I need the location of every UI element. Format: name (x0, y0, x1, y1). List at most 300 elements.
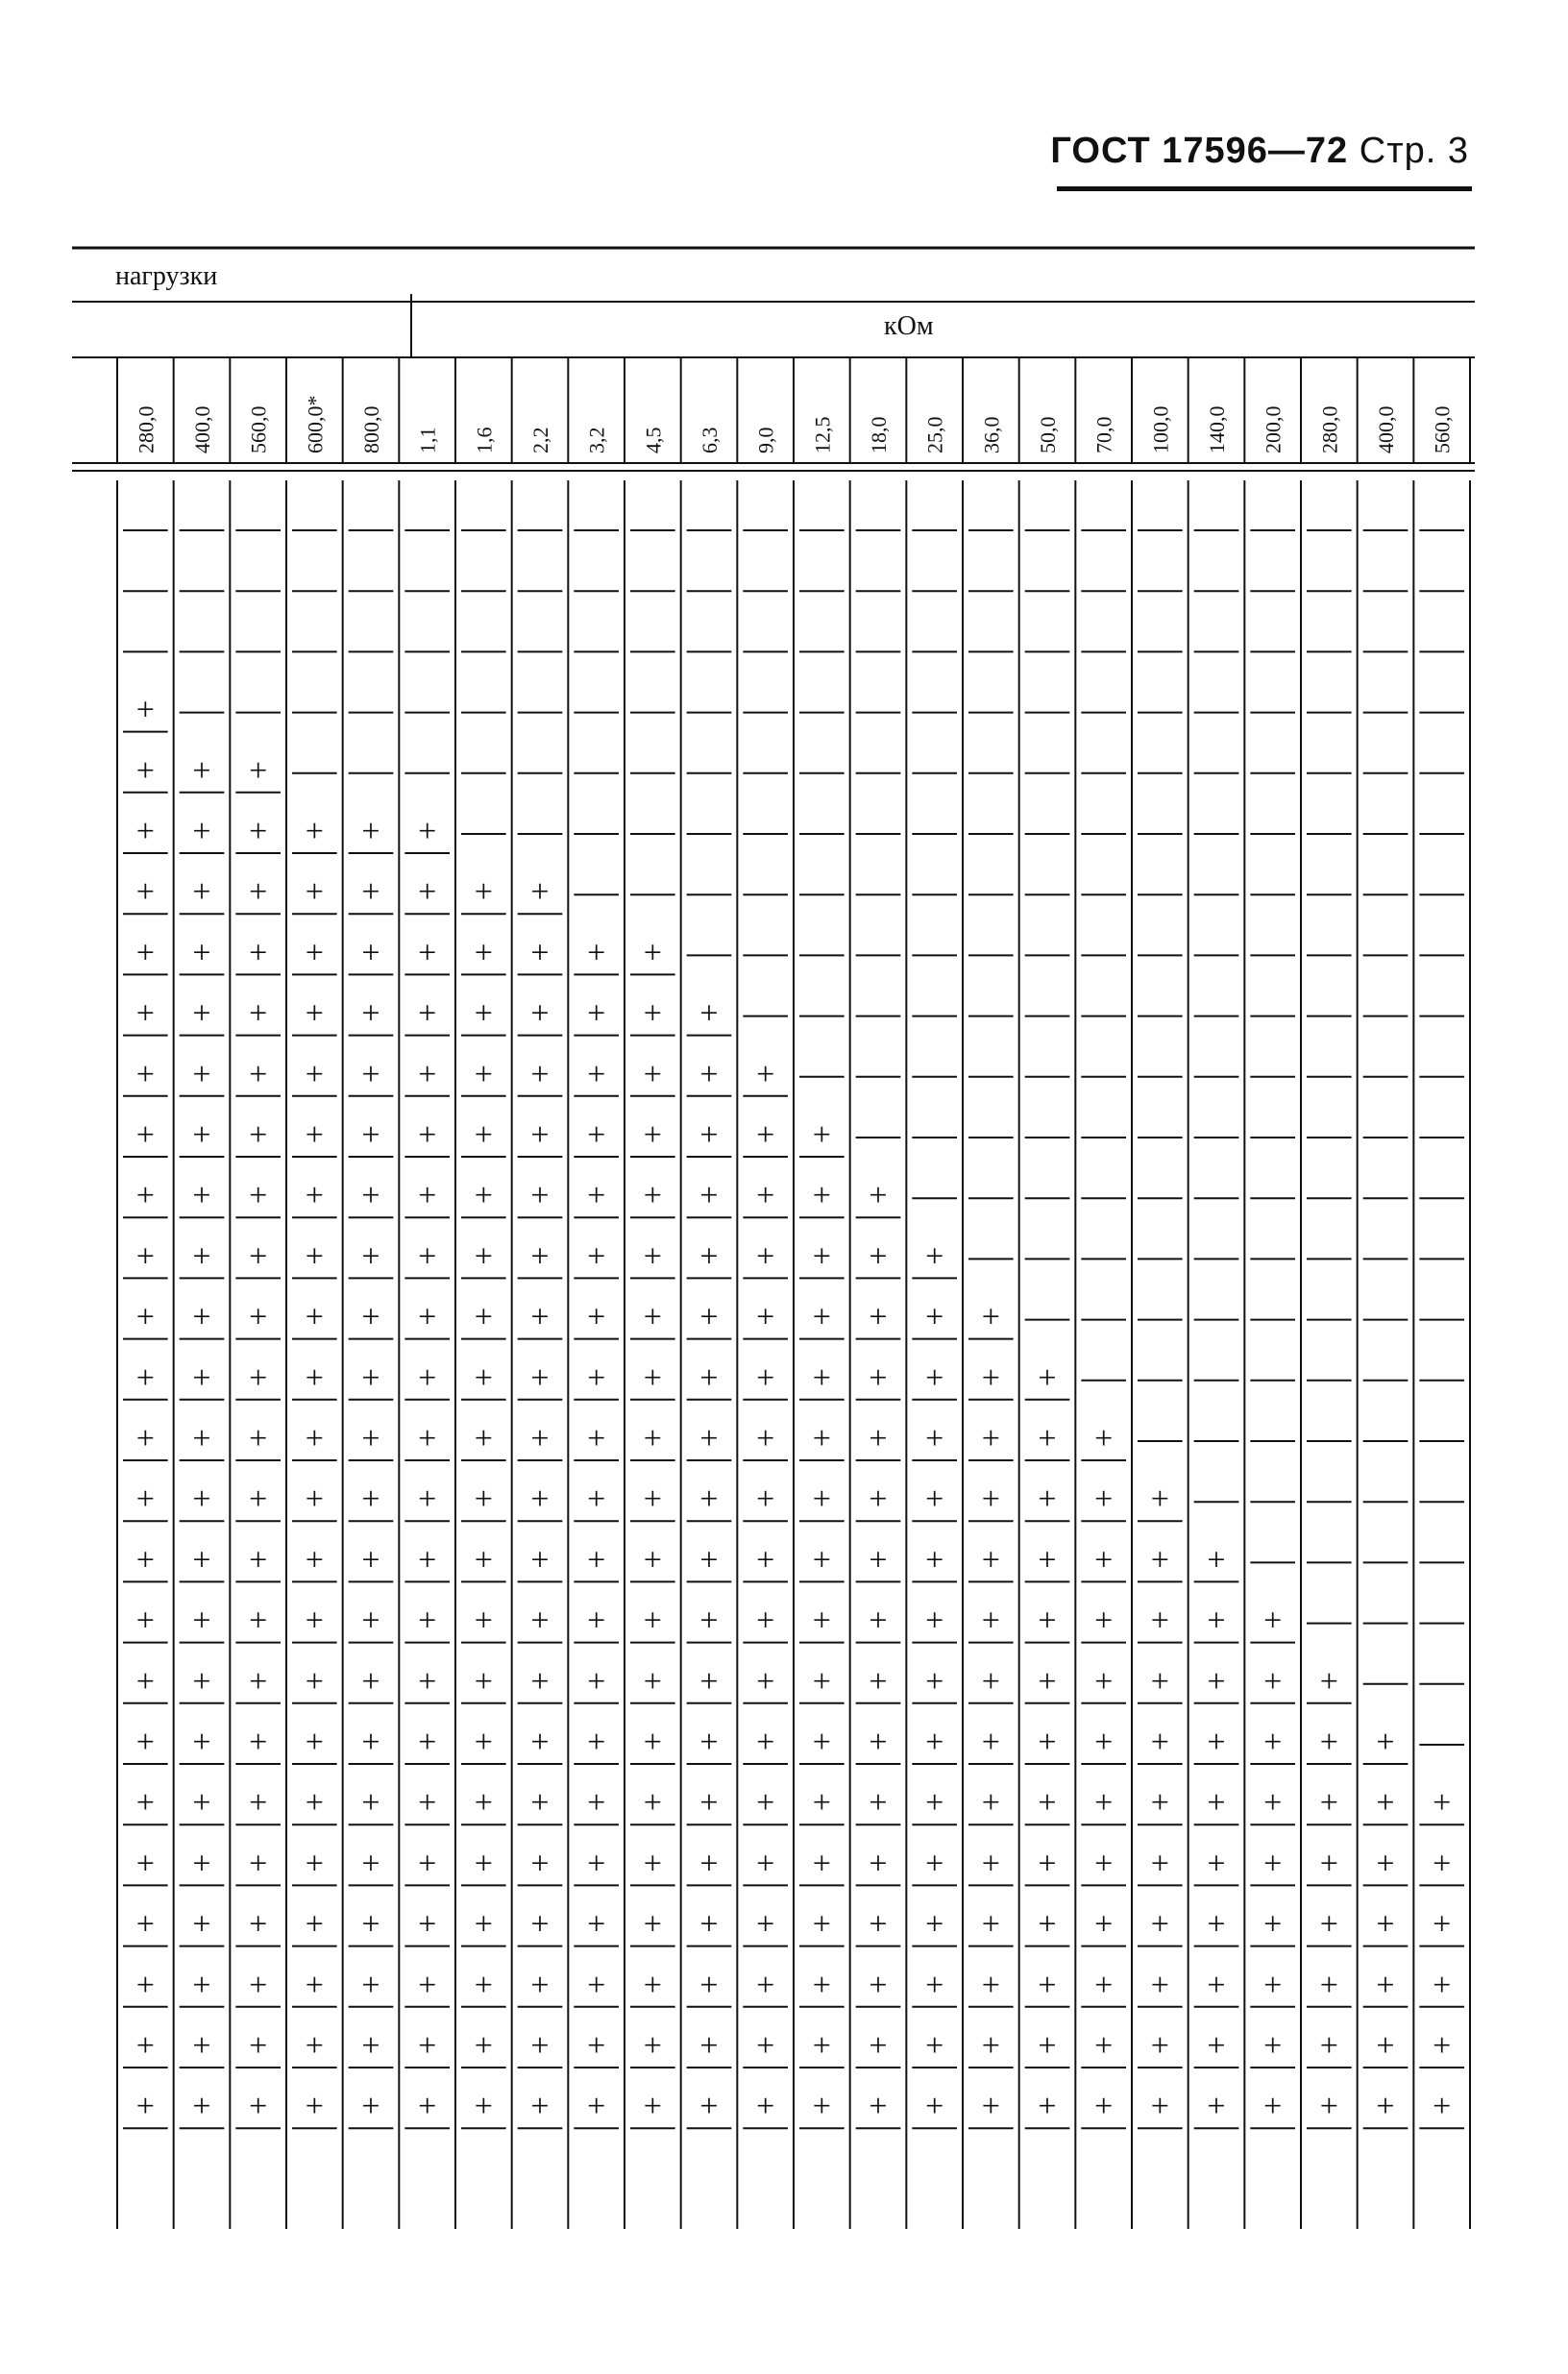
cell-plus: + (699, 1846, 719, 1882)
cell-plus: + (474, 1481, 493, 1518)
cell-plus: + (869, 1967, 888, 2003)
cell-plus: + (361, 2089, 380, 2125)
cell-plus: + (925, 1906, 944, 1943)
cell-plus: + (192, 1238, 211, 1275)
cell-plus: + (756, 1056, 775, 1092)
cell-plus: + (756, 1481, 775, 1518)
cell-plus: + (1433, 1785, 1452, 1822)
cell-plus: + (1263, 2089, 1283, 2125)
cell-plus: + (249, 1238, 268, 1275)
column-header: 280,0 (1317, 405, 1342, 453)
cell-plus: + (135, 1178, 155, 1214)
cell-plus: + (418, 814, 437, 849)
cell-plus: + (812, 1785, 831, 1822)
cell-plus: + (418, 1846, 437, 1882)
cell-plus: + (418, 2089, 437, 2125)
cell-plus: + (1376, 1725, 1395, 1760)
column-header: 6,3 (698, 427, 722, 453)
cell-plus: + (699, 1056, 719, 1092)
column-header: 25,0 (922, 416, 947, 453)
cell-plus: + (1038, 1603, 1057, 1639)
column-header: 600,0* (303, 395, 328, 453)
cell-plus: + (756, 1542, 775, 1579)
cell-plus: + (643, 935, 662, 971)
cell-plus: + (135, 1359, 155, 1396)
cell-plus: + (981, 1663, 1000, 1700)
table-caption: нагрузки (115, 261, 218, 291)
cell-plus: + (474, 1967, 493, 2003)
cell-plus: + (305, 1299, 324, 1335)
cell-plus: + (249, 814, 268, 849)
cell-plus: + (587, 1117, 606, 1153)
cell-plus: + (643, 1178, 662, 1214)
cell-plus: + (1038, 1725, 1057, 1760)
cell-plus: + (192, 1056, 211, 1092)
cell-plus: + (1150, 1603, 1169, 1639)
cell-plus: + (192, 752, 211, 789)
cell-plus: + (249, 1421, 268, 1456)
cell-plus: + (1038, 2089, 1057, 2125)
cell-plus: + (1207, 2028, 1226, 2064)
cell-plus: + (418, 1359, 437, 1396)
cell-plus: + (643, 1785, 662, 1822)
cell-plus: + (249, 935, 268, 971)
cell-plus: + (756, 1421, 775, 1456)
cell-plus: + (474, 1238, 493, 1275)
cell-plus: + (699, 1785, 719, 1822)
cell-plus: + (305, 1481, 324, 1518)
cell-plus: + (1433, 2089, 1452, 2125)
cell-plus: + (361, 1725, 380, 1760)
cell-plus: + (530, 1967, 550, 2003)
cell-plus: + (643, 2028, 662, 2064)
cell-plus: + (643, 995, 662, 1032)
cell-plus: + (812, 1725, 831, 1760)
cell-plus: + (418, 1299, 437, 1335)
cell-plus: + (135, 995, 155, 1032)
column-header: 560,0 (1430, 405, 1455, 453)
cell-plus: + (1094, 1906, 1114, 1943)
cell-plus: + (756, 1359, 775, 1396)
cell-plus: + (1376, 1846, 1395, 1882)
cell-plus: + (1150, 2089, 1169, 2125)
cell-plus: + (1376, 1967, 1395, 2003)
cell-plus: + (587, 1603, 606, 1639)
cell-plus: + (192, 1359, 211, 1396)
cell-plus: + (756, 1299, 775, 1335)
cell-plus: + (812, 1481, 831, 1518)
cell-plus: + (699, 1725, 719, 1760)
cell-plus: + (699, 1359, 719, 1396)
cell-plus: + (1094, 1542, 1114, 1579)
cell-plus: + (361, 814, 380, 849)
cell-plus: + (699, 1117, 719, 1153)
cell-plus: + (361, 1421, 380, 1456)
cell-plus: + (418, 1603, 437, 1639)
cell-plus: + (587, 1846, 606, 1882)
cell-plus: + (1038, 1359, 1057, 1396)
cell-plus: + (305, 1725, 324, 1760)
cell-plus: + (192, 1725, 211, 1760)
cell-plus: + (1150, 2028, 1169, 2064)
cell-plus: + (925, 1603, 944, 1639)
cell-plus: + (305, 935, 324, 971)
cell-plus: + (643, 1359, 662, 1396)
cell-plus: + (587, 1056, 606, 1092)
cell-plus: + (869, 1178, 888, 1214)
cell-plus: + (1038, 1967, 1057, 2003)
cell-plus: + (699, 1663, 719, 1700)
cell-plus: + (643, 1481, 662, 1518)
cell-plus: + (192, 1178, 211, 1214)
cell-plus: + (812, 1846, 831, 1882)
cell-plus: + (869, 1542, 888, 1579)
cell-plus: + (587, 1238, 606, 1275)
cell-plus: + (981, 1967, 1000, 2003)
cell-plus: + (869, 1603, 888, 1639)
cell-plus: + (925, 1299, 944, 1335)
cell-plus: + (361, 1299, 380, 1335)
cell-plus: + (643, 1299, 662, 1335)
cell-plus: + (1038, 1481, 1057, 1518)
cell-plus: + (530, 1481, 550, 1518)
cell-plus: + (869, 1359, 888, 1396)
cell-plus: + (361, 1906, 380, 1943)
cell-plus: + (1094, 2089, 1114, 2125)
cell-plus: + (474, 1603, 493, 1639)
cell-plus: + (249, 2089, 268, 2125)
cell-plus: + (249, 752, 268, 789)
cell-plus: + (361, 1542, 380, 1579)
cell-plus: + (305, 1906, 324, 1943)
cell-plus: + (1263, 2028, 1283, 2064)
column-header: 1,6 (472, 427, 497, 453)
cell-plus: + (474, 1663, 493, 1700)
cell-plus: + (756, 2028, 775, 2064)
cell-plus: + (812, 2089, 831, 2125)
cell-plus: + (1433, 1906, 1452, 1943)
cell-plus: + (925, 1481, 944, 1518)
cell-plus: + (192, 1785, 211, 1822)
cell-plus: + (474, 2089, 493, 2125)
cell-plus: + (869, 1481, 888, 1518)
cell-plus: + (925, 1663, 944, 1700)
cell-plus: + (1207, 1846, 1226, 1882)
cell-plus: + (530, 1603, 550, 1639)
cell-plus: + (192, 1663, 211, 1700)
cell-plus: + (530, 1785, 550, 1822)
cell-plus: + (869, 1421, 888, 1456)
cell-plus: + (418, 935, 437, 971)
cell-plus: + (643, 1542, 662, 1579)
cell-plus: + (1038, 1846, 1057, 1882)
cell-plus: + (1263, 1663, 1283, 1700)
cell-plus: + (530, 1421, 550, 1456)
cell-plus: + (1433, 1967, 1452, 2003)
cell-plus: + (756, 1785, 775, 1822)
cell-plus: + (643, 1725, 662, 1760)
cell-plus: + (1094, 1421, 1114, 1456)
cell-plus: + (1263, 1967, 1283, 2003)
cell-plus: + (699, 2089, 719, 2125)
cell-plus: + (1094, 1967, 1114, 2003)
cell-plus: + (812, 1299, 831, 1335)
column-header: 2,2 (528, 427, 552, 453)
cell-plus: + (135, 1299, 155, 1335)
cell-plus: + (474, 1178, 493, 1214)
cell-plus: + (305, 874, 324, 911)
cell-plus: + (305, 1056, 324, 1092)
cell-plus: + (756, 1725, 775, 1760)
cell-plus: + (981, 1481, 1000, 1518)
cell-plus: + (249, 995, 268, 1032)
cell-plus: + (135, 1603, 155, 1639)
cell-plus: + (1263, 1785, 1283, 1822)
cell-plus: + (1376, 2028, 1395, 2064)
cell-plus: + (249, 1725, 268, 1760)
cell-plus: + (361, 1967, 380, 2003)
cell-plus: + (925, 1785, 944, 1822)
cell-plus: + (361, 995, 380, 1032)
cell-plus: + (361, 874, 380, 911)
cell-plus: + (135, 752, 155, 789)
cell-plus: + (135, 1421, 155, 1456)
cell-plus: + (1038, 1542, 1057, 1579)
column-header: 9,0 (753, 427, 778, 453)
cell-plus: + (699, 1299, 719, 1335)
cell-plus: + (192, 814, 211, 849)
cell-plus: + (643, 1056, 662, 1092)
cell-plus: + (643, 1603, 662, 1639)
cell-plus: + (587, 935, 606, 971)
cell-plus: + (756, 1238, 775, 1275)
cell-plus: + (981, 1421, 1000, 1456)
cell-plus: + (361, 1117, 380, 1153)
cell-plus: + (812, 1542, 831, 1579)
cell-plus: + (530, 1725, 550, 1760)
cell-plus: + (135, 2089, 155, 2125)
cell-plus: + (1038, 1663, 1057, 1700)
cell-plus: + (643, 1663, 662, 1700)
cell-plus: + (418, 1542, 437, 1579)
cell-plus: + (305, 1421, 324, 1456)
cell-plus: + (135, 1542, 155, 1579)
cell-plus: + (925, 1421, 944, 1456)
cell-plus: + (135, 1117, 155, 1153)
cell-plus: + (925, 1542, 944, 1579)
cell-plus: + (305, 1117, 324, 1153)
cell-plus: + (1150, 1663, 1169, 1700)
cell-plus: + (530, 1117, 550, 1153)
cell-plus: + (530, 1238, 550, 1275)
cell-plus: + (1150, 1967, 1169, 2003)
cell-plus: + (812, 1603, 831, 1639)
cell-plus: + (812, 1238, 831, 1275)
cell-plus: + (474, 2028, 493, 2064)
cell-plus: + (587, 1178, 606, 1214)
cell-plus: + (1038, 1421, 1057, 1456)
cell-plus: + (699, 995, 719, 1032)
cell-plus: + (981, 1846, 1000, 1882)
cell-plus: + (135, 935, 155, 971)
cell-plus: + (418, 1481, 437, 1518)
cell-plus: + (699, 1967, 719, 2003)
cell-plus: + (756, 1906, 775, 1943)
cell-plus: + (869, 1846, 888, 1882)
cell-plus: + (699, 1906, 719, 1943)
cell-plus: + (361, 1785, 380, 1822)
cell-plus: + (192, 1421, 211, 1456)
cell-plus: + (135, 1967, 155, 2003)
column-header: 280,0 (134, 405, 159, 453)
cell-plus: + (1094, 1603, 1114, 1639)
cell-plus: + (587, 1906, 606, 1943)
cell-plus: + (1150, 1906, 1169, 1943)
cell-plus: + (812, 1421, 831, 1456)
cell-plus: + (1207, 1785, 1226, 1822)
cell-plus: + (1038, 1785, 1057, 1822)
cell-plus: + (981, 1785, 1000, 1822)
cell-plus: + (925, 1359, 944, 1396)
cell-plus: + (1263, 1603, 1283, 1639)
cell-plus: + (643, 2089, 662, 2125)
cell-plus: + (135, 1785, 155, 1822)
cell-plus: + (587, 995, 606, 1032)
cell-plus: + (869, 2089, 888, 2125)
cell-plus: + (249, 1359, 268, 1396)
cell-plus: + (418, 1906, 437, 1943)
cell-plus: + (192, 1603, 211, 1639)
cell-plus: + (643, 1238, 662, 1275)
cell-plus: + (361, 1238, 380, 1275)
cell-plus: + (249, 1117, 268, 1153)
cell-plus: + (530, 1359, 550, 1396)
cell-plus: + (587, 1421, 606, 1456)
cell-plus: + (418, 1725, 437, 1760)
column-header: 36,0 (979, 416, 1004, 453)
cell-plus: + (869, 1663, 888, 1700)
cell-plus: + (981, 1906, 1000, 1943)
cell-plus: + (135, 1725, 155, 1760)
cell-plus: + (530, 1299, 550, 1335)
cell-plus: + (249, 1846, 268, 1882)
cell-plus: + (1319, 2089, 1338, 2125)
cell-plus: + (249, 874, 268, 911)
cell-plus: + (1263, 1846, 1283, 1882)
cell-plus: + (305, 1785, 324, 1822)
cell-plus: + (361, 1178, 380, 1214)
cell-plus: + (1319, 1967, 1338, 2003)
cell-plus: + (1207, 1663, 1226, 1700)
cell-plus: + (869, 1785, 888, 1822)
cell-plus: + (1376, 2089, 1395, 2125)
cell-plus: + (1433, 1846, 1452, 1882)
column-header: 140,0 (1205, 405, 1229, 453)
cell-plus: + (249, 1906, 268, 1943)
cell-plus: + (249, 1542, 268, 1579)
cell-plus: + (587, 1299, 606, 1335)
cell-plus: + (474, 1056, 493, 1092)
cell-plus: + (756, 1967, 775, 2003)
cell-plus: + (135, 1663, 155, 1700)
cell-plus: + (981, 1603, 1000, 1639)
cell-plus: + (756, 2089, 775, 2125)
cell-plus: + (135, 1906, 155, 1943)
column-header: 1,1 (415, 427, 440, 453)
cell-plus: + (699, 1178, 719, 1214)
cell-plus: + (530, 1846, 550, 1882)
cell-plus: + (1150, 1785, 1169, 1822)
cell-plus: + (1263, 1906, 1283, 1943)
column-header: 4,5 (641, 427, 666, 453)
cell-plus: + (305, 1967, 324, 2003)
cell-plus: + (192, 1846, 211, 1882)
cell-plus: + (530, 1906, 550, 1943)
cell-plus: + (925, 1238, 944, 1275)
cell-plus: + (643, 1117, 662, 1153)
cell-plus: + (530, 1178, 550, 1214)
cell-plus: + (812, 1359, 831, 1396)
cell-plus: + (530, 2089, 550, 2125)
page-number: Стр. 3 (1359, 131, 1469, 171)
cell-plus: + (474, 1421, 493, 1456)
cell-plus: + (530, 935, 550, 971)
cell-plus: + (699, 1603, 719, 1639)
cell-plus: + (192, 2089, 211, 2125)
cell-plus: + (418, 995, 437, 1032)
cell-plus: + (192, 1299, 211, 1335)
cell-plus: + (1150, 1725, 1169, 1760)
cell-plus: + (1094, 1481, 1114, 1518)
cell-plus: + (361, 2028, 380, 2064)
cell-plus: + (1376, 1906, 1395, 1943)
cell-plus: + (587, 1967, 606, 2003)
cell-plus: + (249, 1056, 268, 1092)
cell-plus: + (699, 1542, 719, 1579)
cell-plus: + (1433, 2028, 1452, 2064)
cell-plus: + (869, 1238, 888, 1275)
cell-plus: + (249, 1481, 268, 1518)
cell-plus: + (305, 995, 324, 1032)
cell-plus: + (812, 1967, 831, 2003)
cell-plus: + (305, 1663, 324, 1700)
cell-plus: + (812, 1117, 831, 1153)
column-header: 50,0 (1036, 416, 1060, 453)
cell-plus: + (249, 2028, 268, 2064)
cell-plus: + (135, 2028, 155, 2064)
cell-plus: + (135, 1238, 155, 1275)
cell-plus: + (981, 2089, 1000, 2125)
cell-plus: + (361, 1056, 380, 1092)
cell-plus: + (1376, 1785, 1395, 1822)
cell-plus: + (925, 1967, 944, 2003)
cell-plus: + (981, 1542, 1000, 1579)
cell-plus: + (1094, 2028, 1114, 2064)
cell-plus: + (249, 1299, 268, 1335)
cell-plus: + (869, 1725, 888, 1760)
cell-plus: + (1207, 1603, 1226, 1639)
cell-plus: + (812, 1178, 831, 1214)
cell-plus: + (418, 1238, 437, 1275)
cell-plus: + (418, 874, 437, 911)
cell-plus: + (587, 2089, 606, 2125)
cell-plus: + (925, 1725, 944, 1760)
cell-plus: + (135, 1846, 155, 1882)
cell-plus: + (361, 1359, 380, 1396)
cell-plus: + (981, 1725, 1000, 1760)
cell-plus: + (587, 1542, 606, 1579)
cell-plus: + (530, 2028, 550, 2064)
